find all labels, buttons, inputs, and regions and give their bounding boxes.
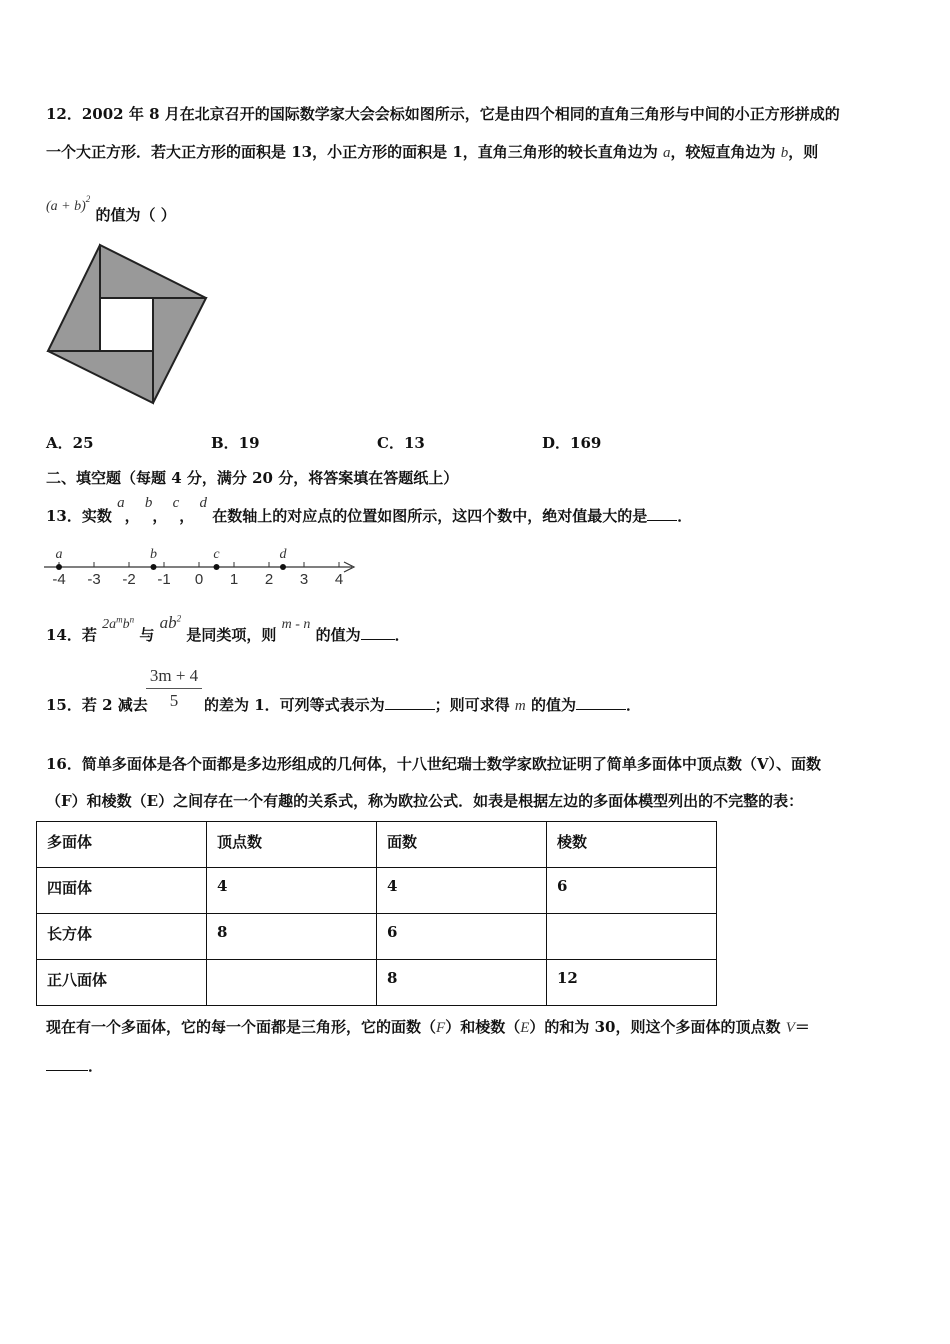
q16-var-e: E [520,1020,530,1036]
table-cell: 4 [377,868,547,914]
q13-sep-3: ， [179,507,195,525]
q12-line2-text-b: ，较短直角边为 [670,143,781,161]
q14-term1-exp-n: n [129,614,135,625]
q12-line2 [46,141,818,162]
q15-numerator: 3m + 4 [149,666,199,685]
q16-after-b: ）和棱数（ [445,1018,521,1036]
table-header-cell: 棱数 [547,822,717,868]
q16-answer-line [46,1055,103,1076]
number-line-tick-label: 2 [264,571,274,588]
number-line-tick-label: -1 [157,571,171,588]
q15-var-m: m [514,698,526,714]
q14-term2-base: ab [159,613,177,632]
number-line-tick-label: -3 [87,571,101,588]
q13-line [46,493,692,523]
table-cell: 四面体 [37,868,207,914]
q16-after-d: ＝ [794,1018,810,1036]
q13-var-c: c [172,495,180,511]
q13-sep-1: ， [124,507,140,525]
table-cell: 正八面体 [37,960,207,1006]
number-line-point-label: b [150,547,157,562]
q14-term1 [102,614,135,632]
q12-line3 [46,194,176,224]
q15-fraction-bar [146,688,202,689]
q16-end: ． [88,1057,104,1075]
q12-var-a: a [662,145,671,161]
number-line-point-label: c [213,547,220,562]
number-line-tick-label: 0 [194,571,204,588]
q13-var-b: b [144,495,153,511]
q13-var-a: a [117,495,125,511]
number-line [40,542,370,592]
table-cell: 8 [207,914,377,960]
q15-denominator: 5 [169,691,179,710]
table-header-cell: 顶点数 [207,822,377,868]
q15-fraction [146,666,202,711]
q14-line [46,612,410,644]
q14-mid: 与 [139,626,155,644]
table-cell: 长方体 [37,914,207,960]
q15-mid2: ；则可求得 [434,696,515,714]
section2-heading: 二、填空题（每题 4 分，满分 20 分，将答案填在答题纸上） [46,469,459,487]
number-line-point-label: a [55,547,63,562]
q16-var-f: F [436,1020,446,1036]
q13-prefix: 13．实数 [46,507,112,525]
q16-line1: 16．简单多面体是各个面都是多边形组成的几何体，十八世纪瑞士数学家欧拉证明了简单多面体中顶点数（V）、面数 [46,755,822,773]
q14-mid2: 是同类项，则 [186,626,277,644]
q12-choice-c: C．13 [377,434,425,452]
q16-after-a: 现在有一个多面体，它的每一个面都是三角形，它的面数（ [46,1018,437,1036]
number-line-point-d [280,564,286,570]
q13-suffix: 在数轴上的对应点的位置如图所示，这四个数中，绝对值最大的是 [212,507,648,525]
q15-prefix: 15．若 2 减去 [46,696,148,714]
table-row [37,914,717,960]
table-cell: 4 [207,868,377,914]
q16-line2: （F）和棱数（E）之间存在一个有趣的关系式，称为欧拉公式．如表是根据左边的多面体模型列出的不完整的表： [46,792,804,810]
q16-after-c: ）的和为 30，则这个多面体的顶点数 [529,1018,786,1036]
q12-expr-exp: 2 [85,194,91,204]
number-line-tick-label: 3 [299,571,309,588]
table-row [37,960,717,1006]
emblem-triangle-left [48,245,100,351]
q12-choice-b: B．19 [211,434,260,452]
number-line-tick-label: 4 [334,571,344,588]
q12-expr-base: (a + b) [46,199,86,214]
q13-sep-2: ， [152,507,168,525]
table-cell: 8 [377,960,547,1006]
emblem-triangle-bottom [48,351,153,403]
emblem-triangle-top [100,245,206,298]
table-cell: 6 [547,868,717,914]
table-cell: 6 [377,914,547,960]
q15-mid: 的差为 1．可列等式表示为 [204,696,385,714]
q12-choice-d: D．169 [542,434,602,452]
q12-tail: 的值为（ ） [95,206,176,224]
q16-var-v: V [785,1020,795,1036]
number-line-point-a [56,564,62,570]
q14-suffix: 的值为 [315,626,361,644]
polyhedron-table [36,821,717,1006]
q14-term1-exp-m: m [116,614,123,625]
emblem-triangle-right [153,298,206,403]
q12-var-b: b [780,145,789,161]
emblem-small-square [100,298,153,351]
q14-term2-exp: 2 [176,613,182,624]
table-header-row [37,822,717,868]
q15-equation-blank[interactable] [385,708,435,710]
q12-expression [46,194,91,214]
q12-line2-text-a: 一个大正方形．若大正方形的面积是 13，小正方形的面积是 1，直角三角形的较长直角边为 [46,143,663,161]
q16-after-line [46,1016,810,1037]
q15-value-blank[interactable] [576,708,626,710]
q14-prefix: 14．若 [46,626,97,644]
number-line-point-label: d [279,547,287,562]
q14-expression: m - n [281,617,311,632]
table-cell: 12 [547,960,717,1006]
table-cell [547,914,717,960]
q14-end: ． [394,626,410,644]
q13-answer-blank[interactable] [647,519,677,521]
q12-choice-a: A．25 [46,434,94,452]
q12-line1: 12．2002 年 8 月在北京召开的国际数学家大会会标如图所示，它是由四个相同的直角三角形与中间的小正方形拼成的 [46,105,840,123]
q14-term1-b: b [122,617,130,632]
q14-answer-blank[interactable] [361,638,395,640]
table-cell [207,960,377,1006]
q15-end: ． [625,696,641,714]
q13-end: ． [677,507,693,525]
table-row [37,868,717,914]
conference-emblem-diagram [44,240,214,410]
q15-suffix: 的值为 [525,696,576,714]
table-header-cell: 多面体 [37,822,207,868]
table-header-cell: 面数 [377,822,547,868]
q14-term2 [160,613,182,632]
q13-var-d: d [199,495,208,511]
q15-rest [204,694,641,715]
q14-term1-base: 2a [102,617,117,632]
q12-line2-text-c: ，则 [788,143,819,161]
number-line-tick-label: 1 [229,571,239,588]
number-line-tick-label: -2 [122,571,136,588]
number-line-point-c [214,564,220,570]
number-line-tick-label: -4 [52,571,66,588]
q16-answer-blank[interactable] [46,1069,88,1071]
number-line-point-b [151,564,157,570]
